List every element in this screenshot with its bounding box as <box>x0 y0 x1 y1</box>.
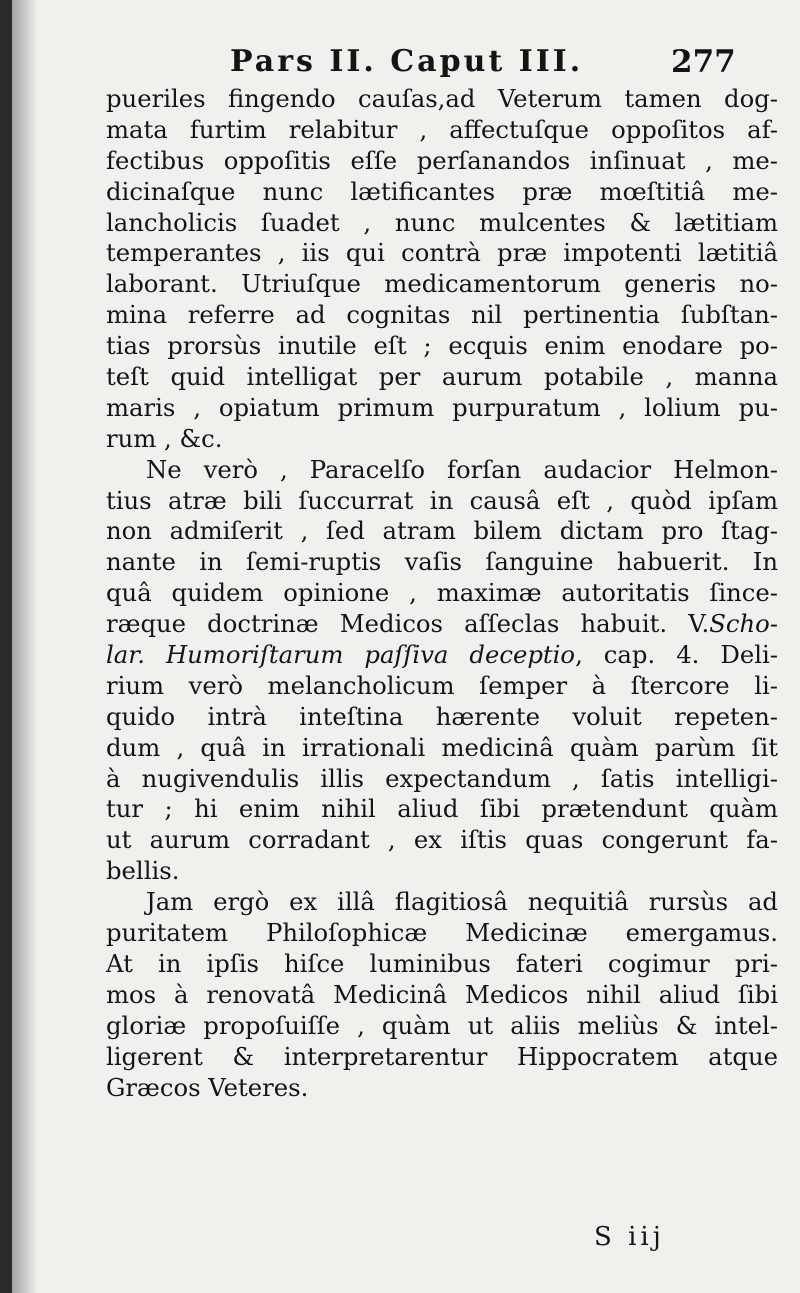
text-line: tur ; hi enim nihil aliud ſibi prætendunt quàm <box>106 794 778 824</box>
text-line: lancholicis ſuadet , nunc mulcentes & lætitiam <box>106 207 778 237</box>
text-line: ut aurum corradant , ex iſtis quas congerunt fa- <box>106 825 778 855</box>
text-line: quâ quidem opinione , maximæ autoritatis ſince- <box>106 578 778 608</box>
text-line: mina referre ad cognitas nil pertinentia ſubſtan- <box>106 300 778 330</box>
book-page <box>12 0 800 1293</box>
italic-segment: Scho- <box>709 609 778 639</box>
text-line: gloriæ propoſuiſſe , quàm ut aliis meliùs & intel- <box>106 1010 778 1040</box>
text-segment: , cap. 4. Deli- <box>575 640 779 670</box>
text-line: dicinaſque nunc lætificantes præ mœſtitiâ me- <box>106 176 778 206</box>
text-line-with-italic <box>106 640 778 671</box>
text-line: tius atræ bili ſuccurrat in causâ eſt , quòd ipſam <box>106 485 778 515</box>
text-line: At in ipſis hiſce luminibus fateri cogimur pri- <box>106 948 778 978</box>
running-head: Pars II. Caput III. <box>230 44 584 79</box>
text-segment: ræque doctrinæ Medicos aſſeclas habuit. V. <box>106 609 710 639</box>
text-line: puritatem Philoſophicæ Medicinæ emergamus. <box>106 918 778 948</box>
italic-segment: lar. Humoriſtarum paſſiva deceptio <box>106 640 576 670</box>
text-line: quido intrà inteſtina hærente voluit repeten- <box>106 701 778 731</box>
page-number: 277 <box>671 44 736 80</box>
text-line: mata furtim relabitur , affectuſque oppoſitos af- <box>106 114 778 144</box>
text-line: temperantes , iis qui contrà præ impotenti lætitiâ <box>106 238 778 268</box>
body-text <box>106 84 778 1103</box>
text-line: tias prorsùs inutile eſt ; ecquis enim enodare po- <box>106 331 778 361</box>
text-line: Græcos Veteres. <box>106 1072 309 1102</box>
spine-shadow <box>12 0 38 1293</box>
text-line: laborant. Utriuſque medicamentorum generis no- <box>106 269 778 299</box>
text-line: ligerent & interpretarentur Hippocratem atque <box>106 1041 778 1071</box>
text-line: bellis. <box>106 856 180 886</box>
text-line: rium verò melancholicum ſemper à ſtercore li- <box>106 670 778 700</box>
text-line: fectibus oppoſitis eſſe perſanandos inſinuat , me- <box>106 145 778 175</box>
text-line: nante in ſemi-ruptis vaſis ſanguine habuerit. In <box>106 547 778 577</box>
text-line: Ne verò , Paracelſo forſan audacior Helmon- <box>146 454 778 484</box>
text-line: mos à renovatâ Medicinâ Medicos nihil aliud ſibi <box>106 979 778 1009</box>
text-line: à nugivendulis illis expectandum , ſatis intelligi- <box>106 763 778 793</box>
text-line: Jam ergò ex illâ flagitiosâ nequitiâ rursùs ad <box>146 887 778 917</box>
text-line: maris , opiatum primum purpuratum , lolium pu- <box>106 392 778 422</box>
text-line: rum , &c. <box>106 423 223 453</box>
text-line: pueriles fingendo cauſas,ad Veterum tamen dog- <box>106 84 778 113</box>
text-line: teſt quid intelligat per aurum potabile , manna <box>106 362 778 392</box>
text-line: dum , quâ in irrationali medicinâ quàm parùm ſit <box>106 732 778 762</box>
text-line-with-italic <box>106 609 778 640</box>
text-line: non admiſerit , ſed atram bilem dictam pro ſtag- <box>106 516 778 546</box>
signature-mark: S iij <box>594 1222 665 1252</box>
